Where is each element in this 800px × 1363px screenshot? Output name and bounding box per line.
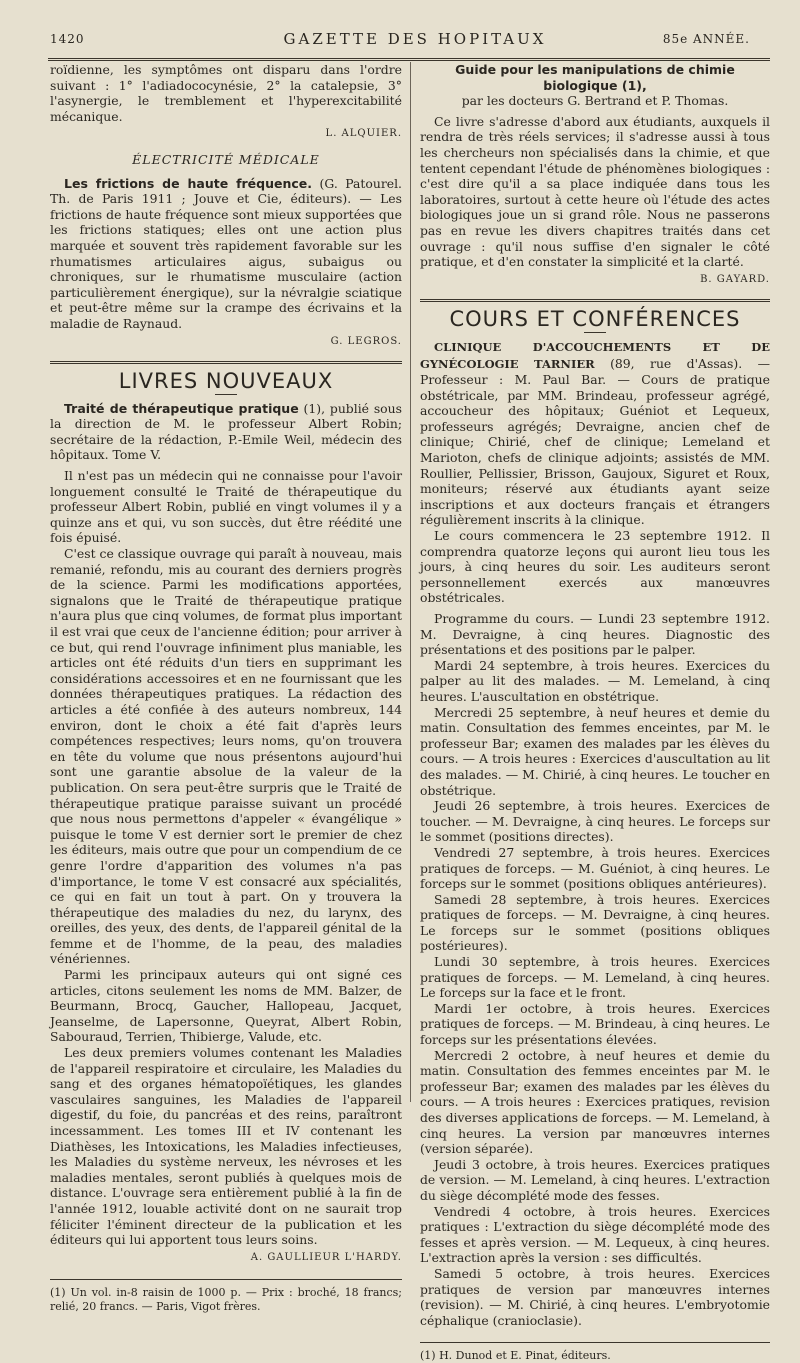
clinique-title: CLINIQUE D'ACCOUCHEMENTS ET DE GYNÉCOLOGIE TARNIER bbox=[420, 339, 770, 371]
traite-title: Traité de thérapeutique pratique bbox=[64, 400, 299, 416]
cours-conferences-title: COURS ET CONFÉRENCES bbox=[449, 307, 741, 332]
programme-item-7: Lundi 30 septembre, à trois heures. Exercices pratiques de forceps. — M. Lemeland, à cinq heures. Le forceps sur la face et le front. bbox=[420, 954, 770, 1001]
article-tail-text: roïdienne, les symptômes ont disparu dans l'ordre suivant : 1° l'adiadococynésie, 2° la catalepsie, 3° l'asynergie, le tremblement et l'hyperexcitabilité mécanique. bbox=[50, 62, 402, 124]
programme-item-4: Jeudi 26 septembre, à trois heures. Exercices de toucher. — M. Devraigne, à cinq heures. Le forceps sur le sommet (positions directes). bbox=[420, 798, 770, 845]
frictions-signature: G. LEGROS. bbox=[330, 335, 402, 347]
programme-item-1: Programme du cours. — Lundi 23 septembre 1912. M. Devraigne, à cinq heures. Diagnostic des présentations et des positions par le palper. bbox=[420, 611, 770, 658]
footnote-rule bbox=[50, 1279, 402, 1280]
programme-item-5: Vendredi 27 septembre, à trois heures. Exercices pratiques de forceps. — M. Guéniot, à cinq heures. Le forceps sur le sommet (positions obliques antérieures). bbox=[420, 844, 770, 892]
traite-paragraph-3: Parmi les principaux auteurs qui ont signé ces articles, citons seulement les noms de MM. Balzer, de Beurmann, Brocq, Gaucher, Hallopeau, Jacquet, Jeanselme, de Lapersonne, Queyrat, Albert Robin, Sabouraud, Terrien, Thibierge, Valude, etc. bbox=[50, 967, 402, 1045]
traite-paragraph-2: C'est ce classique ouvrage qui paraît à nouveau, mais remanié, refondu, mis au courant des derniers progrès de la science. Parmi les modifications apportées, signalons que le Traité de thérapeutique pratique n'aura plus que cinq volumes, de format plus important il est vrai que ceux de l'ancienne édition; pour arriver à ce but, qui rend l'ouvrage infiniment plus maniable, les articles ont été réduits d'un tiers en supprimant les considérations accessoires et en ne fournissant que les données thérapeutiques pratiques. La rédaction des articles a été confiée à des auteurs nombreux, 144 environ, dont le choix a été fait d'après leurs compétences respectives; leurs noms, qu'on trouvera en tête du volume que nous présentons aujourd'hui sont une garantie absolue de la valeur de la publication. On sera peut-être surpris que le Traité de thérapeutique pratique paraisse suivant un procédé que nous nous permettons d'appeler « évangélique » puisque le tome V est dernier sort le premier de chez les éditeurs, mais outre que pour un compendium de ce genre l'ordre d'apparition des volumes n'a pas d'importance, le tome V est consacré aux spécialités, ce qui en fait un tout à part. On y trouvera la thérapeutique des maladies du nez, du larynx, des oreilles, des yeux, des dents, de l'appareil génital de la femme et de l'homme, de la peau, des maladies vénériennes. bbox=[50, 546, 402, 967]
programme-item-8: Mardi 1er octobre, à trois heures. Exercices pratiques de forceps. — M. Brindeau, à cinq heures. Le forceps sur les présentations élevées. bbox=[420, 1000, 770, 1048]
guide-body: Ce livre s'adresse d'abord aux étudiants, auxquels il rendra de très réels services; il s'adresse aussi à tous les chercheurs non spécialisés dans la chimie, et que tentent cependant l'étude de phénomènes biologiques : c'est dire qu'il a sa place indiquée dans tous les laboratoires, surtout à cette heure où l'étude des actes biologiques joue un si grand rôle. Nous ne passerons pas en revue les divers chapitres traités dans cet ouvrage : qu'il nous suffise d'en signaler le côté pratique, et d'en constater la simplicité et la clarté. bbox=[420, 113, 770, 270]
traite-paragraph-1: Il n'est pas un médecin qui ne connaisse pour l'avoir longuement consulté le Traité de thérapeutique du professeur Albert Robin, publié en vingt volumes il y a quinze ans et qui, vu son succès, dut être réédité une fois épuisé. bbox=[50, 468, 402, 546]
programme-item-9: Mercredi 2 octobre, à neuf heures et demie du matin. Consultation des femmes enceintes par M. le professeur Bar; examen des malades par les élèves du cours. — A trois heures : Exercices pratiques, revision des diverses applications de forceps. — M. Lemeland, à cinq heures. La version par manœuvres internes (version séparée). bbox=[420, 1047, 770, 1157]
column-divider bbox=[410, 62, 411, 1102]
journal-title: GAZETTE DES HOPITAUX bbox=[283, 30, 547, 48]
left-footnote: (1) Un vol. in-8 raisin de 1000 p. — Prix : broché, 18 francs; relié, 20 francs. — Paris, Vigot frères. bbox=[50, 1286, 402, 1314]
section-rule bbox=[50, 361, 402, 364]
page-number: 1420 bbox=[50, 32, 85, 46]
right-footnote: (1) H. Dunod et E. Pinat, éditeurs. bbox=[420, 1349, 611, 1363]
clinique-article bbox=[420, 339, 770, 528]
programme-item-2: Mardi 24 septembre, à trois heures. Exercices du palper au lit des malades. — M. Lemeland, à cinq heures. L'auscultation en obstétrique. bbox=[420, 657, 770, 704]
right-column bbox=[420, 62, 770, 1363]
programme-item-3: Mercredi 25 septembre, à neuf heures et demie du matin. Consultation des femmes enceintes, par M. le professeur Bar; examen des malades par les élèves du cours. — A trois heures : Exercices d'auscultation au lit des malades. — M. Chirié, à cinq heures. Le toucher en obstétrique. bbox=[420, 704, 770, 798]
livres-nouveaux-title: LIVRES NOUVEAUX bbox=[118, 369, 334, 394]
article-signature: L. ALQUIER. bbox=[325, 128, 402, 140]
clinique-paragraph-2: Le cours commencera le 23 septembre 1912. Il comprendra quatorze leçons qui auront lieu tous les jours, à cinq heures du soir. Les auditeurs seront personnellement exercés aux manœuvres obstétricales. bbox=[420, 528, 770, 606]
frictions-title: Les frictions de haute fréquence. bbox=[64, 175, 313, 191]
title-underline-right bbox=[584, 332, 606, 333]
programme-item-11: Vendredi 4 octobre, à trois heures. Exercices pratiques : L'extraction du siège décomplété mode des fesses et après version. — M. Lequeux, à cinq heures. L'extraction après la version : ses difficultés. bbox=[420, 1203, 770, 1266]
programme-item-6: Samedi 28 septembre, à trois heures. Exercices pratiques de forceps. — M. Devraigne, à cinq heures. Le forceps sur le sommet (positions obliques postérieures). bbox=[420, 891, 770, 954]
traite-intro bbox=[50, 401, 402, 463]
page-header bbox=[50, 30, 780, 52]
year-label: 85e ANNÉE. bbox=[662, 32, 750, 46]
guide-title-line2: par les docteurs G. Bertrand et P. Thomas. bbox=[461, 93, 729, 109]
frictions-article bbox=[50, 176, 402, 332]
title-underline bbox=[215, 394, 237, 395]
frictions-body: (G. Patourel. Th. de Paris 1911 ; Jouve et Cie, éditeurs). — Les frictions de haute fréquence sont mieux supportées que les frictions statiques; elles ont une action plus marquée et souvent très rapidement favorable sur les rhumatismes articulaires aigus, subaigus ou chroniques, sur le rhumatisme musculaire (action particulièrement énergique), sur la névralgie sciatique et peut-être même sur la crampe des écrivains et la maladie de Raynaud. bbox=[50, 175, 402, 331]
footnote-rule-right bbox=[420, 1342, 770, 1343]
traite-signature: A. GAULLIEUR L'HARDY. bbox=[250, 1251, 402, 1263]
programme-item-12: Samedi 5 octobre, à trois heures. Exercices pratiques de version par manœuvres internes (revision). — M. Chirié, à cinq heures. L'embryotomie céphalique (cranioclasie). bbox=[420, 1265, 770, 1328]
traite-paragraph-4: Les deux premiers volumes contenant les Maladies de l'appareil respiratoire et circulaire, les Maladies du sang et des organes hématopoïétiques, les glandes vasculaires sanguines, les Maladies de l'appareil digestif, du foie, du pancréas et des reins, paraîtront incessamment. Les tomes III et IV contenant les Diathèses, les Intoxications, les Maladies infectieuses, les Maladies du système nerveux, les névroses et les maladies mentales, seront publiés à quelques mois de distance. L'ouvrage sera entièrement publié à la fin de l'année 1912, louable activité dont on ne saurait trop féliciter l'éminent directeur de la publication et les éditeurs qui lui apportent tous leurs soins. bbox=[50, 1045, 402, 1248]
section-rule-right bbox=[420, 299, 770, 302]
guide-signature: B. GAYARD. bbox=[700, 273, 770, 285]
traite-intro-text: (1), publié sous la direction de M. le professeur Albert Robin; secrétaire de la rédaction, P.-Emile Weil, médecin des hôpitaux. Tome V. bbox=[50, 400, 402, 463]
left-column bbox=[50, 62, 402, 1314]
guide-title-line1: Guide pour les manipulations de chimie biologique (1), bbox=[455, 62, 735, 93]
clinique-body: (89, rue d'Assas). — Professeur : M. Paul Bar. — Cours de pratique obstétricale, par MM. Brindeau, professeur agrégé, accoucheur des hôpitaux; Guéniot et Lequeux, professeurs agrégés; Devraigne, ancien chef de clinique; Chirié, chef de clinique; Lemeland et Marioton, chefs de clinique adjoints; assistés de MM. Roullier, Pellissier, Brisson, Gaujoux, Siguret et Roux, moniteurs; réservé aux étudiants ayant seize inscriptions et aux docteurs français et étrangers régulièrement inscrits à la clinique. bbox=[420, 355, 770, 528]
programme-item-10: Jeudi 3 octobre, à trois heures. Exercices pratiques de version. — M. Lemeland, à cinq heures. L'extraction du siège décomplété mode des fesses. bbox=[420, 1156, 770, 1203]
section-heading-electricite: ÉLECTRICITÉ MÉDICALE bbox=[132, 151, 320, 167]
header-rule bbox=[48, 58, 770, 61]
